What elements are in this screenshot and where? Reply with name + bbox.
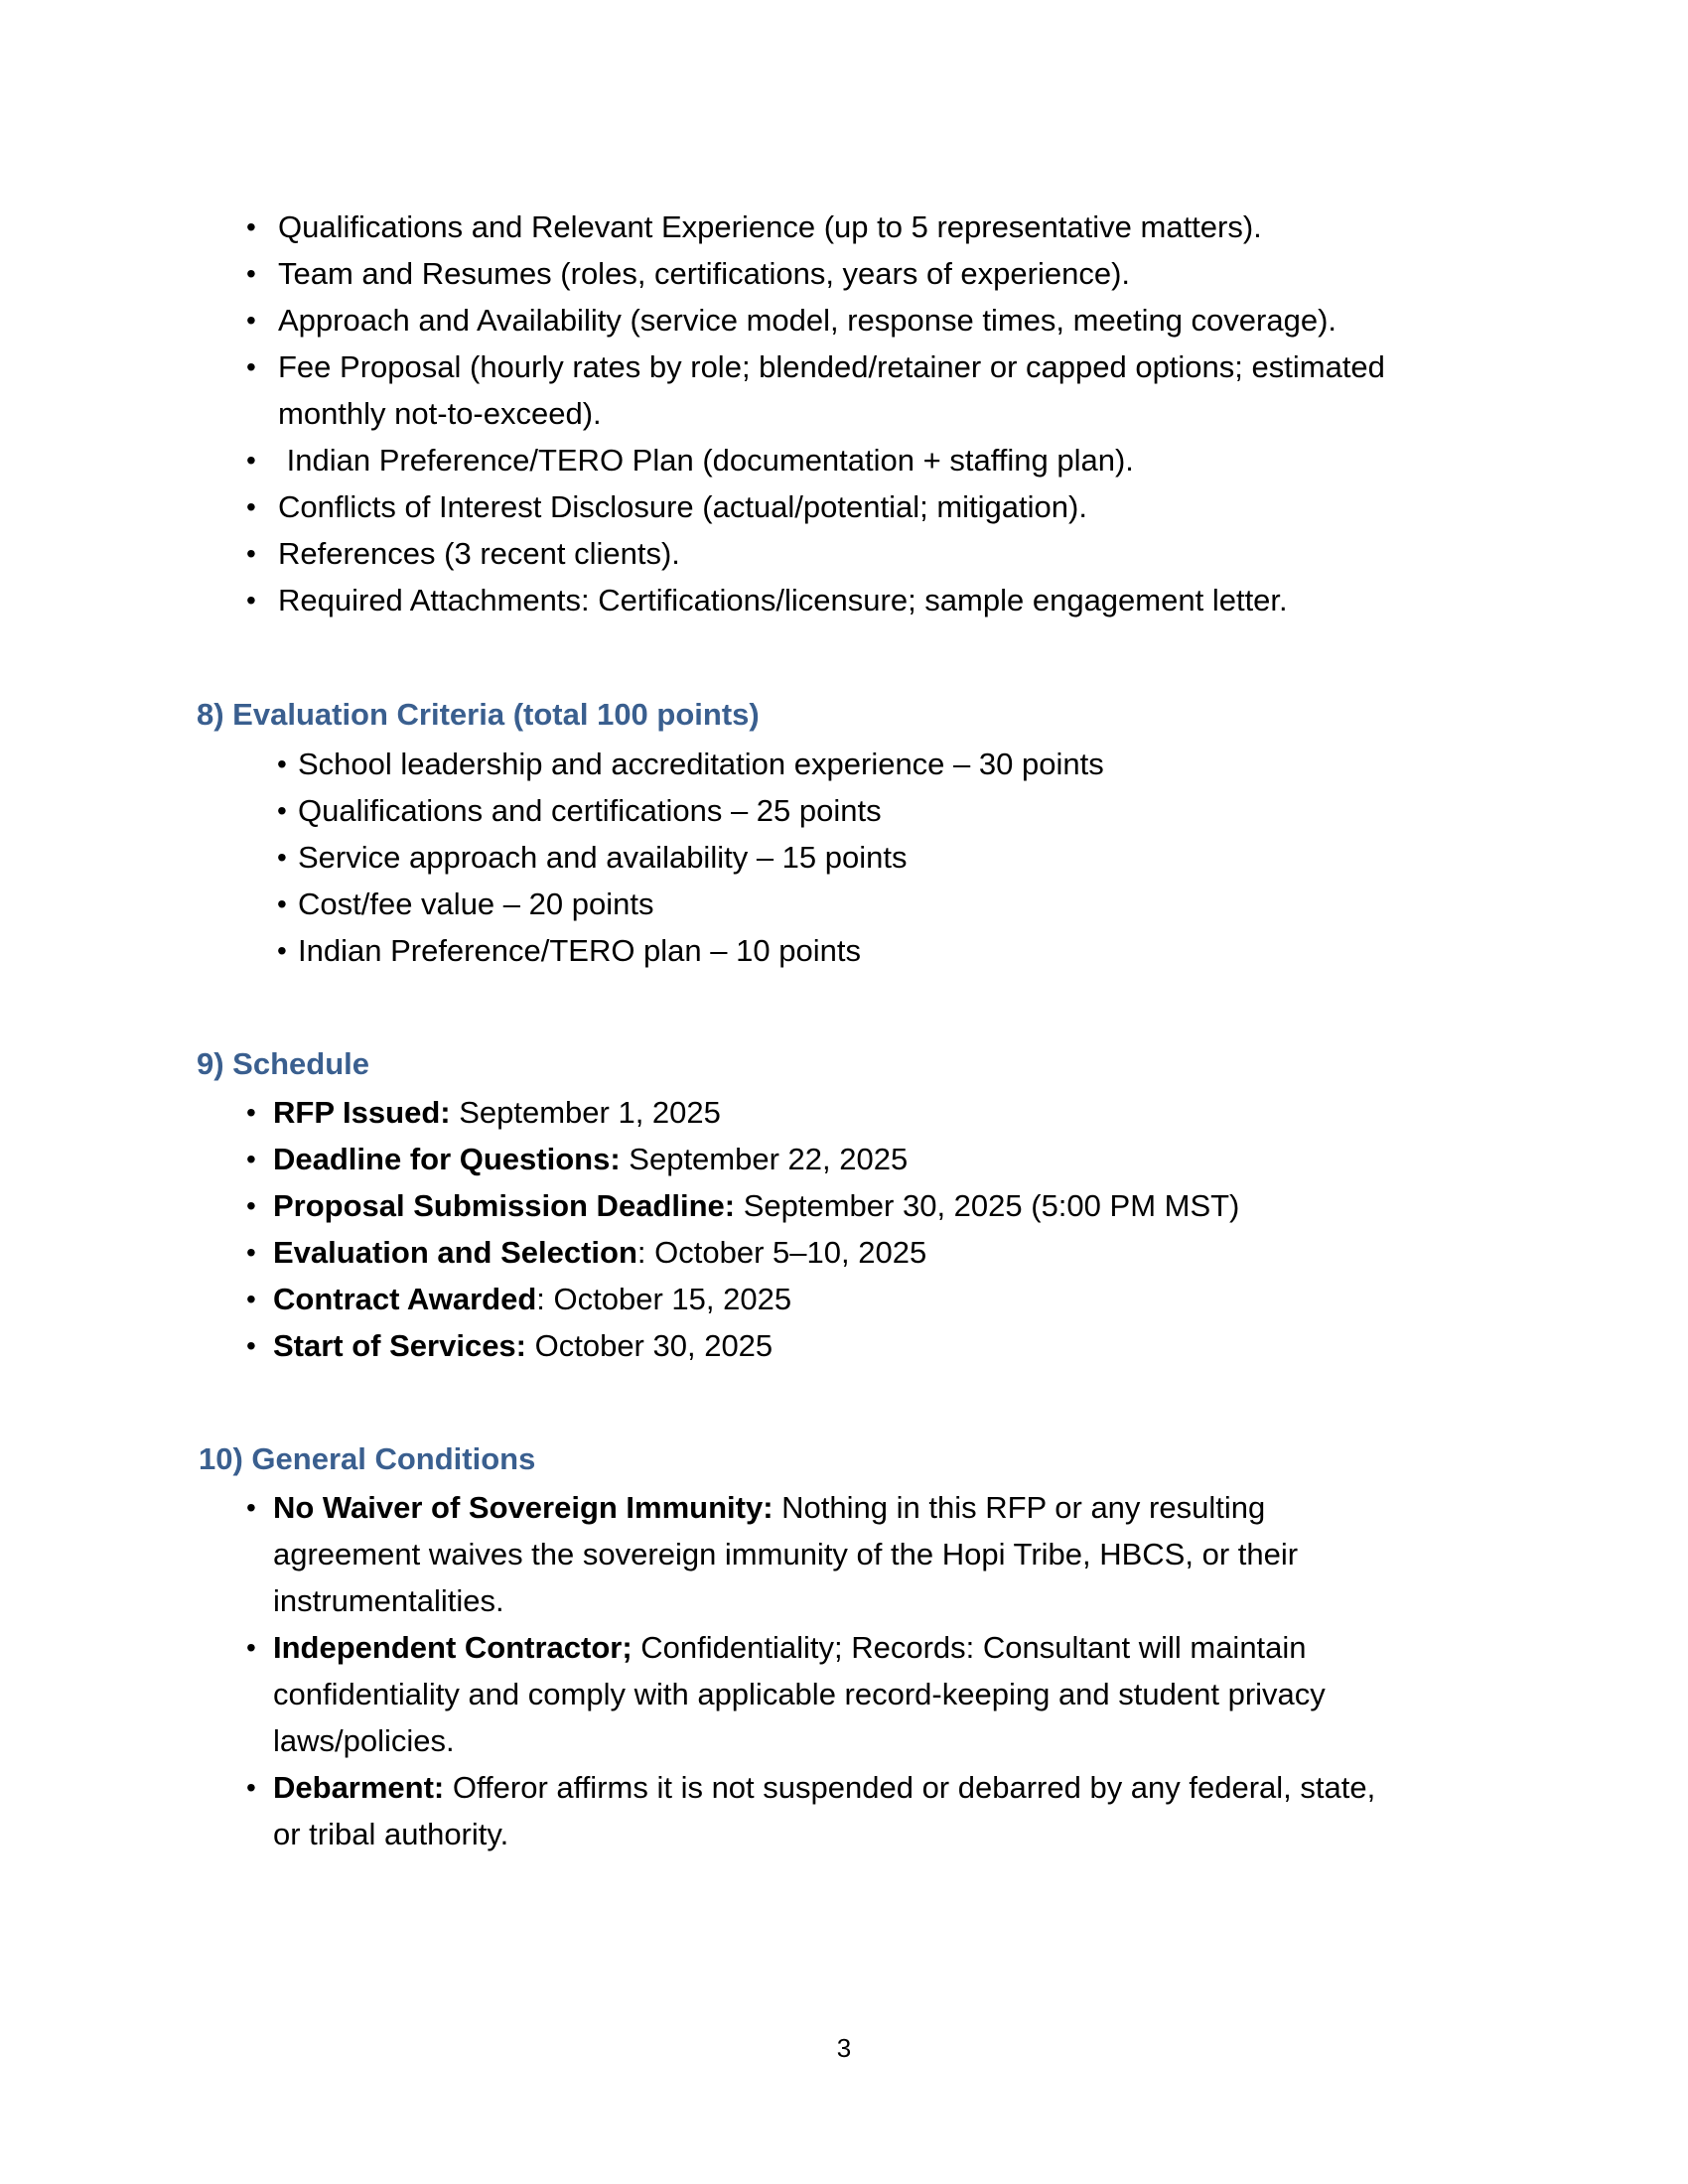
condition-item: [273, 1624, 1307, 1671]
condition-continuation: agreement waives the sovereign immunity of the Hopi Tribe, HBCS, or their: [273, 1537, 1299, 1571]
bullet-icon: •: [246, 1632, 256, 1663]
list-item: Fee Proposal (hourly rates by role; blended/retainer or capped options; estimated: [278, 349, 1385, 384]
bullet-icon: •: [246, 258, 256, 289]
schedule-value: October 30, 2025: [526, 1328, 774, 1363]
condition-continuation: laws/policies.: [273, 1723, 455, 1758]
condition-item: [273, 1764, 1375, 1811]
list-item: Required Attachments: Certifications/licensure; sample engagement letter.: [278, 583, 1288, 617]
schedule-item: [273, 1089, 721, 1136]
section-heading: 9) Schedule: [197, 1046, 369, 1081]
schedule-label: Evaluation and Selection: [273, 1235, 637, 1270]
schedule-value: : October 5–10, 2025: [636, 1235, 927, 1270]
condition-text: Nothing in this RFP or any resulting: [773, 1490, 1266, 1525]
list-item: Team and Resumes (roles, certifications, years of experience).: [278, 256, 1131, 291]
bullet-icon: •: [246, 1237, 256, 1268]
bullet-icon: •: [246, 538, 256, 569]
list-item: Approach and Availability (service model, response times, meeting coverage).: [278, 303, 1337, 338]
section-heading: 8) Evaluation Criteria (total 100 points): [197, 697, 760, 732]
schedule-label: Deadline for Questions:: [273, 1142, 621, 1176]
bullet-icon: •: [277, 888, 287, 919]
schedule-value: : October 15, 2025: [536, 1282, 792, 1316]
bullet-icon: •: [277, 935, 287, 966]
bullet-icon: •: [246, 1190, 256, 1221]
criteria-item: Indian Preference/TERO plan – 10 points: [298, 933, 861, 968]
bullet-icon: •: [246, 1492, 256, 1523]
condition-continuation: or tribal authority.: [273, 1817, 509, 1851]
condition-text: Offeror affirms it is not suspended or debarred by any federal, state,: [444, 1770, 1376, 1805]
section-heading: 10) General Conditions: [199, 1441, 536, 1476]
bullet-icon: •: [246, 1144, 256, 1174]
condition-continuation: confidentiality and comply with applicable record-keeping and student privacy: [273, 1677, 1326, 1711]
schedule-item: [273, 1136, 908, 1182]
schedule-item: [273, 1276, 791, 1322]
list-item: References (3 recent clients).: [278, 536, 680, 571]
schedule-item: [273, 1182, 1239, 1229]
bullet-icon: •: [246, 491, 256, 522]
list-item-continuation: monthly not-to-exceed).: [278, 396, 602, 431]
list-item: Qualifications and Relevant Experience (up to 5 representative matters).: [278, 209, 1262, 244]
condition-text: Confidentiality; Records: Consultant will maintain: [632, 1630, 1307, 1665]
bullet-icon: •: [246, 1330, 256, 1361]
condition-label: Debarment:: [273, 1770, 445, 1805]
criteria-item: Service approach and availability – 15 points: [298, 840, 908, 875]
page-number: 3: [836, 2033, 852, 2063]
schedule-item: [273, 1322, 773, 1369]
bullet-icon: •: [277, 749, 287, 779]
list-item: Indian Preference/TERO Plan (documentation + staffing plan).: [278, 443, 1134, 478]
criteria-item: Cost/fee value – 20 points: [298, 887, 654, 921]
bullet-icon: •: [246, 211, 256, 242]
bullet-icon: •: [246, 1097, 256, 1128]
schedule-value: September 22, 2025: [620, 1142, 909, 1176]
list-item: Conflicts of Interest Disclosure (actual/potential; mitigation).: [278, 489, 1087, 524]
bullet-icon: •: [246, 585, 256, 615]
condition-item: [273, 1484, 1265, 1531]
bullet-icon: •: [277, 795, 287, 826]
schedule-label: Proposal Submission Deadline:: [273, 1188, 736, 1223]
bullet-icon: •: [246, 1284, 256, 1314]
criteria-item: Qualifications and certifications – 25 points: [298, 793, 882, 828]
criteria-item: School leadership and accreditation experience – 30 points: [298, 747, 1104, 781]
bullet-icon: •: [246, 445, 256, 476]
schedule-label: Start of Services:: [273, 1328, 526, 1363]
condition-label: Independent Contractor;: [273, 1630, 633, 1665]
bullet-icon: •: [246, 305, 256, 336]
bullet-icon: •: [277, 842, 287, 873]
schedule-value: September 1, 2025: [450, 1095, 721, 1130]
bullet-icon: •: [246, 1772, 256, 1803]
schedule-item: [273, 1229, 926, 1276]
schedule-label: RFP Issued:: [273, 1095, 451, 1130]
bullet-icon: •: [246, 351, 256, 382]
condition-label: No Waiver of Sovereign Immunity:: [273, 1490, 774, 1525]
schedule-label: Contract Awarded: [273, 1282, 537, 1316]
condition-continuation: instrumentalities.: [273, 1583, 504, 1618]
schedule-value: September 30, 2025 (5:00 PM MST): [735, 1188, 1240, 1223]
